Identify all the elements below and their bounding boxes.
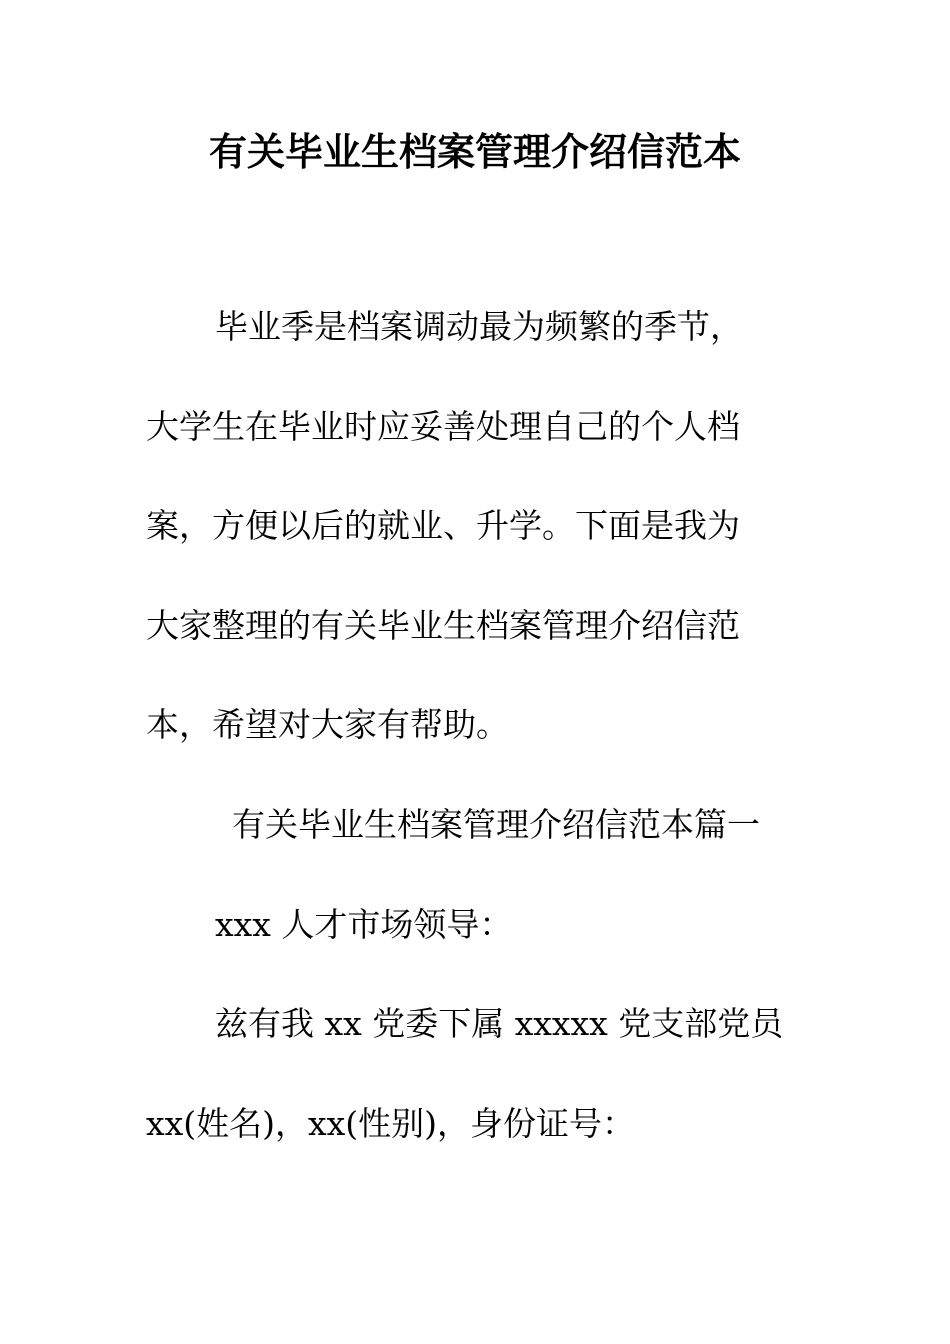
intro-line-4: 大家整理的有关毕业生档案管理介绍信范 [146,606,740,645]
intro-line-2: 大学生在毕业时应妥善处理自己的个人档 [146,407,740,446]
intro-line-1: 毕业季是档案调动最为频繁的季节， [215,307,743,346]
intro-line-3: 案，方便以后的就业、升学。下面是我为 [146,506,740,545]
letter-salutation: xxx 人才市场领导： [215,905,513,944]
letter-body-line-2: xx(姓名)，xx(性别)，身份证号： [146,1104,635,1143]
document-title: 有关毕业生档案管理介绍信范本 [208,129,741,174]
section-heading: 有关毕业生档案管理介绍信范本篇一 [232,805,760,844]
letter-body-line-1: 兹有我 xx 党委下属 xxxxx 党支部党员 [215,1004,784,1043]
intro-line-5: 本，希望对大家有帮助。 [146,705,509,744]
